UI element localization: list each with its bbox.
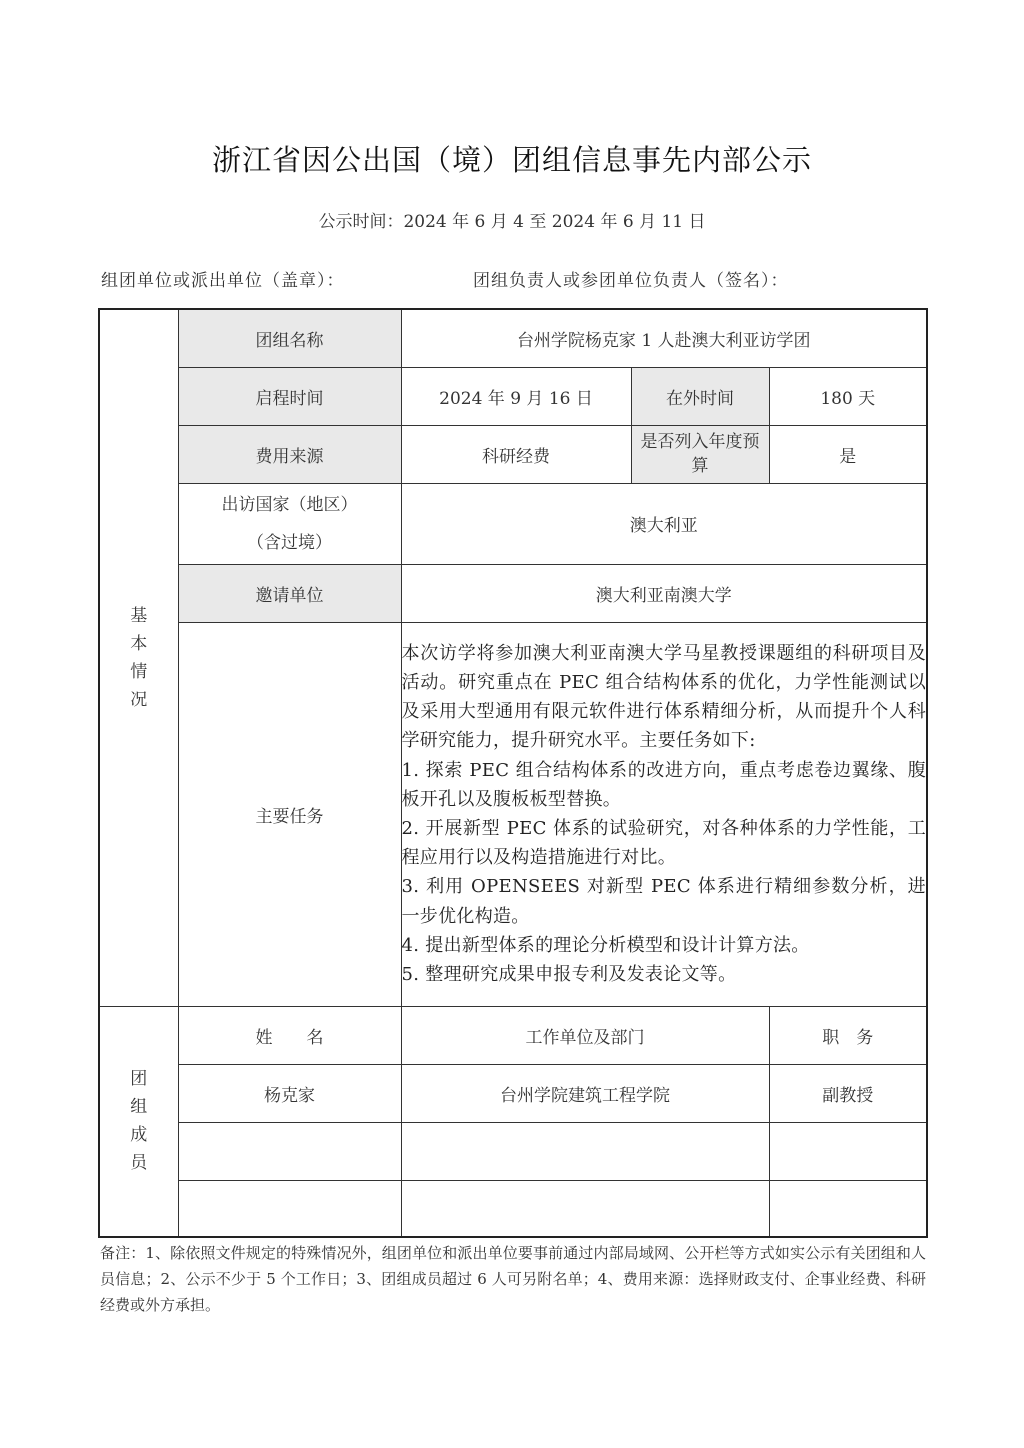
- task-item: 1. 探索 PEC 组合结构体系的改进方向，重点考虑卷边翼缘、腹板开孔以及腹板板型替换。: [401, 759, 926, 810]
- group-name-value: 台州学院杨克家 1 人赴澳大利亚访学团: [401, 309, 927, 367]
- task-item: 5. 整理研究成果申报专利及发表论文等。: [401, 964, 737, 986]
- budget-label: 是否列入年度预算: [631, 425, 769, 483]
- country-label: 出访国家（地区） （含过境）: [178, 483, 401, 564]
- member-name: 杨克家: [178, 1064, 401, 1122]
- inviter-value: 澳大利亚南澳大学: [401, 564, 927, 622]
- task-paragraph: 本次访学将参加澳大利亚南澳大学马星教授课题组的科研项目及活动。研究重点在 PEC 组合结构体系的优化，力学性能测试以及采用大型通用有限元软件进行体系精细分析，从而提升个人科学研究能力，提升研究水平。主要任务如下:: [401, 642, 926, 752]
- leader-signature-label: 团组负责人或参团单位负责人（签名）：: [473, 271, 789, 291]
- depart-value: 2024 年 9 月 16 日: [401, 367, 631, 425]
- tasks-label: 主要任务: [178, 622, 401, 1006]
- tasks-content: [401, 622, 927, 1006]
- task-item: 3. 利用 OPENSEES 对新型 PEC 体系进行精细参数分析，进一步优化构造。: [401, 876, 926, 927]
- members-section-label: 团 组 成 员: [99, 1006, 178, 1237]
- table-row: [99, 1122, 927, 1180]
- table-row: [99, 622, 927, 1006]
- depart-label: 启程时间: [178, 367, 401, 425]
- member-unit: [401, 1180, 769, 1237]
- inviter-label: 邀请单位: [178, 564, 401, 622]
- task-item: 2. 开展新型 PEC 体系的试验研究，对各种体系的力学性能，工程应用行以及构造措施进行对比。: [401, 818, 926, 869]
- table-row: [99, 425, 927, 483]
- country-value: 澳大利亚: [401, 483, 927, 564]
- footnote: 备注：1、除依照文件规定的特殊情况外，组团单位和派出单位要事前通过内部局域网、公开栏等方式如实公示有关团组和人员信息；2、公示不少于 5 个工作日；3、团组成员超过 6 人可另附名单；4、费用来源：选择财政支付、企事业经费、科研经费或外方承担。: [100, 1244, 926, 1314]
- funding-value: 科研经费: [401, 425, 631, 483]
- col-unit-header: 工作单位及部门: [401, 1006, 769, 1064]
- funding-label: 费用来源: [178, 425, 401, 483]
- member-name: [178, 1180, 401, 1237]
- duration-label: 在外时间: [631, 367, 769, 425]
- table-row: [99, 309, 927, 367]
- publish-time: 公示时间：2024 年 6 月 4 至 2024 年 6 月 11 日: [318, 212, 706, 232]
- member-unit: 台州学院建筑工程学院: [401, 1064, 769, 1122]
- table-row: [99, 367, 927, 425]
- member-name: [178, 1122, 401, 1180]
- duration-value: 180 天: [769, 367, 927, 425]
- table-row: [99, 1180, 927, 1237]
- table-row: [99, 1064, 927, 1122]
- table-row: [99, 483, 927, 564]
- unit-seal-label: 组团单位或派出单位（盖章）：: [101, 271, 345, 291]
- group-name-label: 团组名称: [178, 309, 401, 367]
- budget-value: 是: [769, 425, 927, 483]
- member-title: [769, 1180, 927, 1237]
- task-item: 4. 提出新型体系的理论分析模型和设计计算方法。: [401, 934, 810, 956]
- member-title: [769, 1122, 927, 1180]
- table-row: [99, 564, 927, 622]
- page-title: 浙江省因公出国（境）团组信息事先内部公示: [211, 143, 812, 177]
- col-name-header: 姓 名: [178, 1006, 401, 1064]
- info-table: [98, 308, 928, 1238]
- basic-section-label: 基 本 情 况: [99, 309, 178, 1006]
- member-unit: [401, 1122, 769, 1180]
- member-title: 副教授: [769, 1064, 927, 1122]
- table-row: [99, 1006, 927, 1064]
- col-title-header: 职 务: [769, 1006, 927, 1064]
